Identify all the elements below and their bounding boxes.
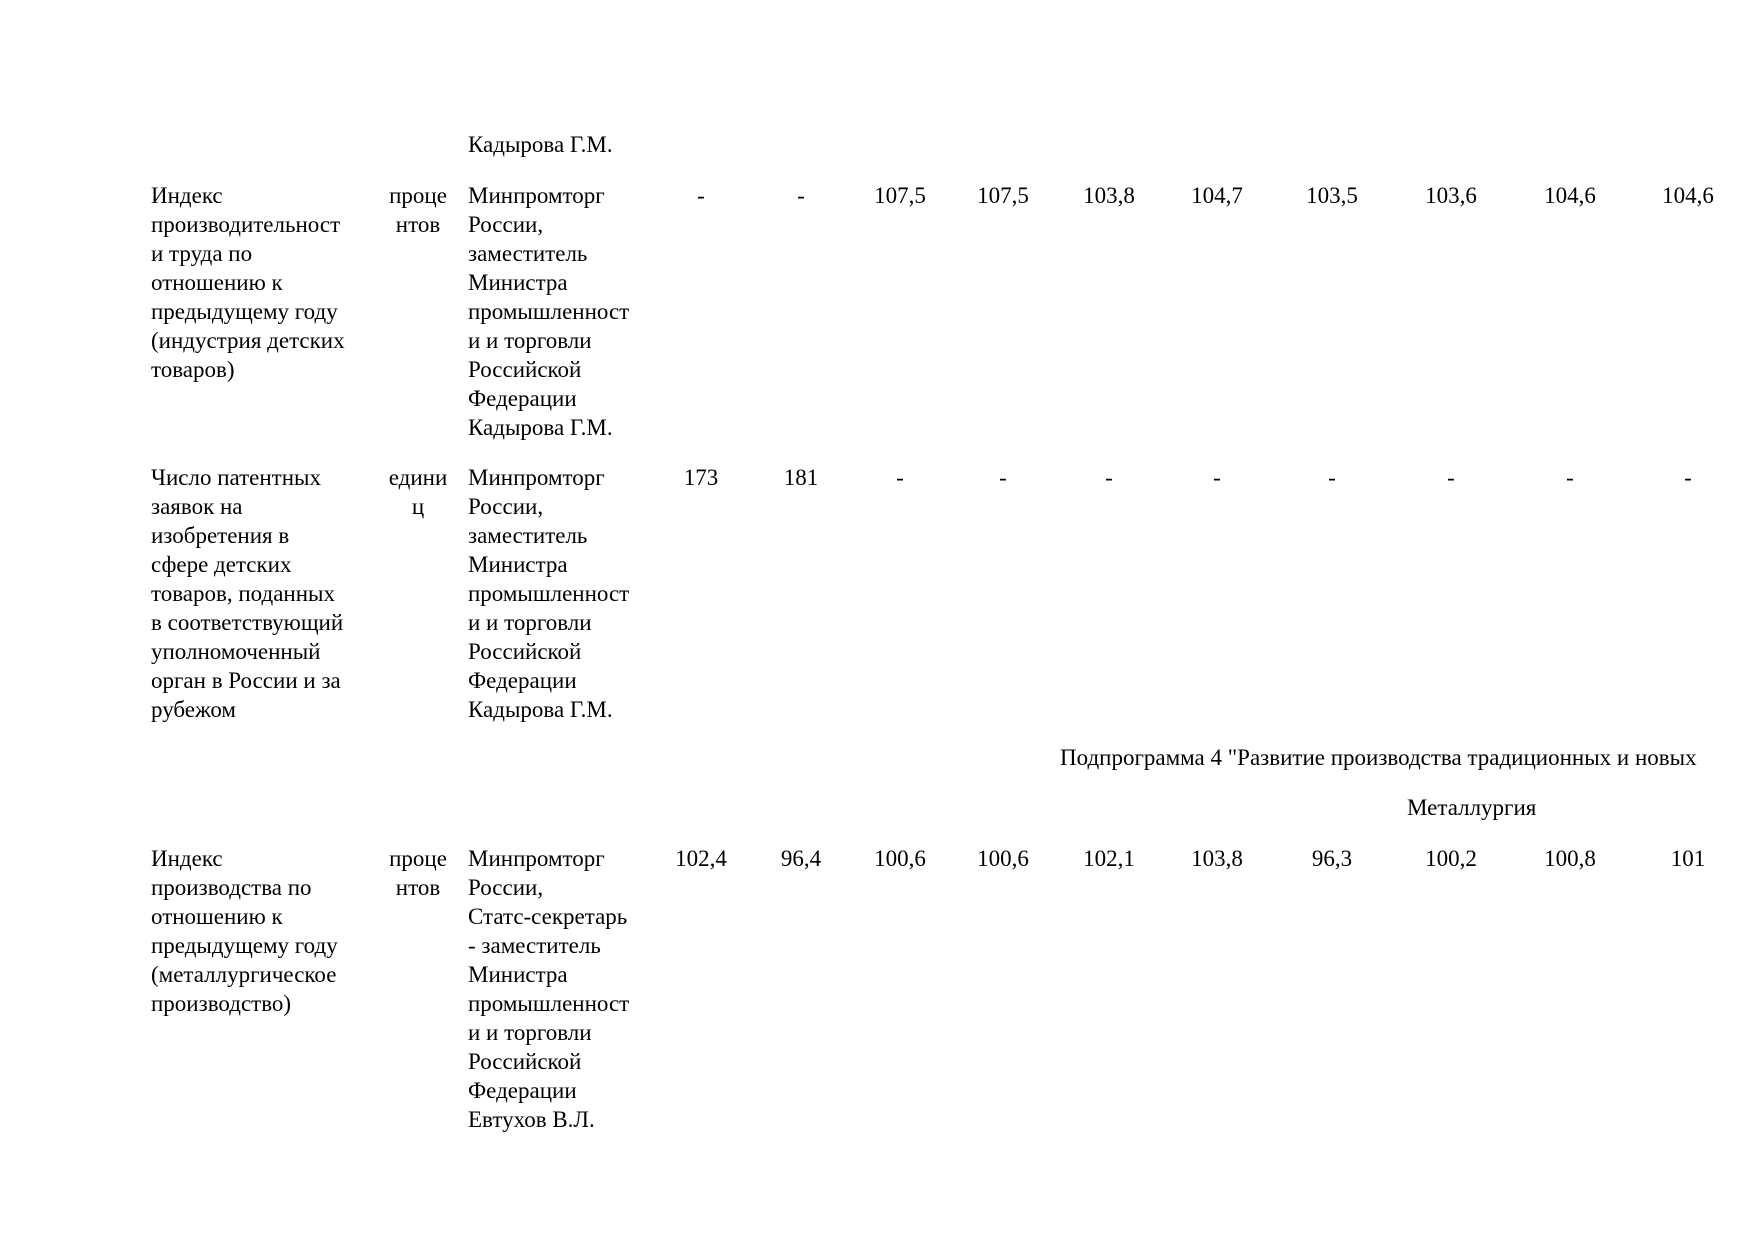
row-value: 101 [1670, 846, 1706, 871]
row-value: 173 [683, 465, 719, 490]
row-value: 100,8 [1544, 846, 1596, 871]
row-unit: проце нтов [389, 183, 447, 237]
row-unit: проце нтов [389, 846, 447, 900]
row-value: - [797, 183, 805, 208]
row-value: 102,1 [1083, 846, 1135, 871]
row-responsible: Минпромторг России, заместитель Министра промышленност и и торговли Российской Федерации Кадырова Г.М. [468, 465, 630, 722]
row-value: - [999, 465, 1007, 490]
row-indicator-name: Индекс производства по отношению к предыдущему году (металлургическое производство) [151, 846, 338, 1016]
row-value: 103,5 [1306, 183, 1358, 208]
row-value: 100,2 [1425, 846, 1477, 871]
row-value: - [697, 183, 705, 208]
row-value: - [1105, 465, 1113, 490]
row-value: 104,6 [1544, 183, 1596, 208]
row-value: - [1213, 465, 1221, 490]
row-value: - [1328, 465, 1336, 490]
prev-row-responsible: Кадырова Г.М. [468, 132, 613, 157]
row-value: 96,4 [780, 846, 822, 871]
row-value: 103,6 [1425, 183, 1477, 208]
row-indicator-name: Число патентных заявок на изобретения в сфере детских товаров, поданных в соответствующий уполномоченный орган в России и за рубежом [151, 465, 344, 722]
row-value: 181 [783, 465, 819, 490]
row-value: - [1684, 465, 1692, 490]
row-value: - [1447, 465, 1455, 490]
row-value: 107,5 [977, 183, 1029, 208]
section-heading: Металлургия [1407, 795, 1537, 820]
row-indicator-name: Индекс производительност и труда по отношению к предыдущему году (индустрия детских товаров) [151, 183, 345, 382]
row-value: 107,5 [874, 183, 926, 208]
row-responsible: Минпромторг России, Статс-секретарь - заместитель Министра промышленност и и торговли Российской Федерации Евтухов В.Л. [468, 846, 630, 1132]
row-value: 100,6 [977, 846, 1029, 871]
row-value: 104,6 [1662, 183, 1714, 208]
subprogram-heading: Подпрограмма 4 "Развитие производства традиционных и новых [1060, 745, 1697, 770]
row-unit: едини ц [388, 465, 448, 519]
row-value: 103,8 [1083, 183, 1135, 208]
row-value: 100,6 [874, 846, 926, 871]
row-responsible: Минпромторг России, заместитель Министра промышленност и и торговли Российской Федерации Кадырова Г.М. [468, 183, 630, 440]
row-value: 104,7 [1191, 183, 1243, 208]
row-value: - [896, 465, 904, 490]
row-value: 102,4 [675, 846, 727, 871]
row-value: 103,8 [1191, 846, 1243, 871]
row-value: 96,3 [1311, 846, 1353, 871]
row-value: - [1566, 465, 1574, 490]
